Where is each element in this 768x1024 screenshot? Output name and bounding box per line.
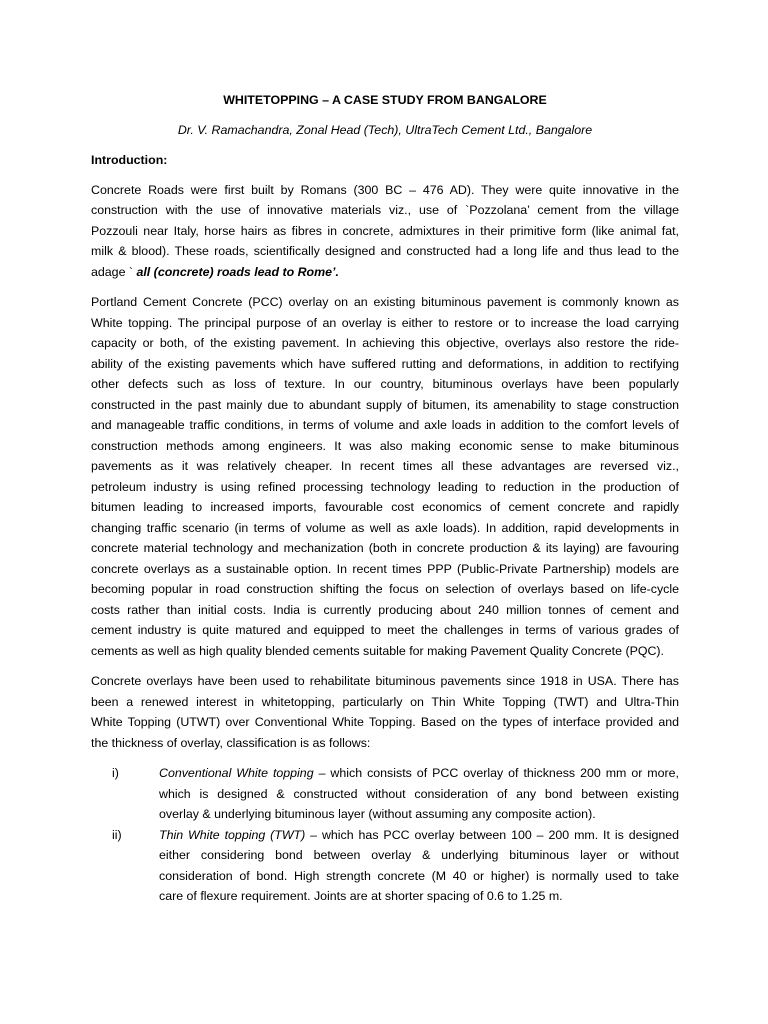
paragraph-2-line: cement industry is quite matured and equipped to meet the challenges in terms of various grades of <box>91 623 679 637</box>
paragraph-1-line: construction with the use of innovative materials viz., use of `Pozzolana’ cement from the village <box>91 203 679 217</box>
paragraph-2-line: ability of the existing pavements which have suffered rutting and deformations, in addition to rectifying <box>91 356 679 371</box>
paragraph-3-line: the thickness of overlay, classification is as follows: <box>91 735 371 750</box>
paragraph-2-line: constructed in the past mainly due to abundant supply of bitumen, its amenability to stage construction <box>91 397 679 412</box>
list-item-line: either considering bond between overlay & underlying bituminous layer or without <box>159 848 679 862</box>
paragraph-2-line: other defects such as loss of texture. In our country, bituminous overlays have been popularly <box>91 377 679 391</box>
list-item-line <box>159 825 679 846</box>
paragraph-2-line: concrete material technology and mechanization (both in concrete production & its laying) are favouring <box>91 541 679 555</box>
paragraph-1-line <box>91 262 679 283</box>
list-item-term: Thin White topping (TWT) <box>159 827 306 842</box>
list-item-line: overlay & underlying bituminous layer (without assuming any composite action). <box>159 807 596 821</box>
paragraph-3-line: White Topping (UTWT) over Conventional White Topping. Based on the types of interface provided and <box>91 715 679 729</box>
document-page <box>91 90 679 907</box>
paragraph-2-line: bitumen leading to increased imports, favourable cost economics of cement concrete and rapidly <box>91 500 679 514</box>
paragraph-2-line: concrete overlays as a sustainable option. In recent times PPP (Public-Private Partnership) models are <box>91 561 679 576</box>
paragraph-3 <box>91 671 679 753</box>
paragraph-1 <box>91 180 679 283</box>
document-author: Dr. V. Ramachandra, Zonal Head (Tech), UltraTech Cement Ltd., Bangalore <box>177 123 593 137</box>
paragraph-1-last-prefix: adage ` <box>91 264 137 279</box>
paragraph-2-line: capacity or both, of the existing pavement. In achieving this objective, overlays also restore the ride- <box>91 336 679 350</box>
paragraph-3-line: Concrete overlays have been used to rehabilitate bituminous pavements since 1918 in USA. There has <box>91 674 679 688</box>
classification-list <box>91 763 679 907</box>
paragraph-2-line: cements as well as high quality blended cements suitable for making Pavement Quality Concrete (PQC). <box>91 643 664 658</box>
paragraph-2-line: petroleum industry is using refined processing technology leading to reduction in the production of <box>91 479 679 494</box>
paragraph-2-line: pavements as it was relatively cheaper. In recent times all these advantages are reversed viz., <box>91 459 679 473</box>
list-item-term: Conventional White topping <box>159 766 314 780</box>
document-title: WHITETOPPING – A CASE STUDY FROM BANGALORE <box>223 93 547 107</box>
list-item-text: – which has PCC overlay between 100 – 200 mm. It is designed <box>305 827 679 842</box>
list-item-line <box>159 763 679 784</box>
list-item <box>91 825 679 907</box>
paragraph-2 <box>91 292 679 661</box>
paragraph-1-line: Pozzouli near Italy, horse hairs as fibres in concrete, admixtures in their primitive form (like animal fat, <box>91 223 679 238</box>
paragraph-2-line: becoming popular in road construction shifting the focus on selection of overlays based on life-cycle <box>91 582 679 596</box>
list-item-number: ii) <box>112 827 122 842</box>
paragraph-2-line: and manageable traffic conditions, in terms of volume and axle loads in addition to the comfort levels of <box>91 418 679 432</box>
paragraph-2-line: construction methods among engineers. It was also making economic sense to make bituminous <box>91 438 679 453</box>
list-item-number: i) <box>112 766 119 780</box>
paragraph-2-line: changing traffic scenario (in terms of volume as well as axle loads). In addition, rapid developments in <box>91 520 679 535</box>
list-item-line: which is designed & constructed without consideration of any bond between existing <box>159 786 679 801</box>
list-item-text: – which consists of PCC overlay of thickness 200 mm or more, <box>313 766 679 780</box>
paragraph-1-emphasis: all (concrete) roads lead to Rome’. <box>136 264 339 279</box>
list-item-line: care of flexure requirement. Joints are at shorter spacing of 0.6 to 1.25 m. <box>159 889 563 903</box>
list-item <box>91 763 679 825</box>
paragraph-2-line: costs rather than initial costs. India is currently producing about 240 million tonnes of cement and <box>91 602 679 617</box>
paragraph-2-line: Portland Cement Concrete (PCC) overlay on an existing bituminous pavement is commonly known as <box>91 295 679 309</box>
paragraph-3-line: been a renewed interest in whitetopping, particularly on Thin White Topping (TWT) and Ultra-Thin <box>91 694 679 709</box>
section-heading-introduction: Introduction: <box>91 153 168 167</box>
paragraph-1-line: Concrete Roads were first built by Romans (300 BC – 476 AD). They were quite innovative in the <box>91 182 679 197</box>
list-item-line: consideration of bond. High strength concrete (M 40 or higher) is normally used to take <box>159 868 679 883</box>
paragraph-2-line: White topping. The principal purpose of an overlay is either to restore or to increase the load carrying <box>91 315 679 330</box>
paragraph-1-line: milk & blood). These roads, scientifically designed and constructed had a long life and thus lead to the <box>91 244 679 258</box>
